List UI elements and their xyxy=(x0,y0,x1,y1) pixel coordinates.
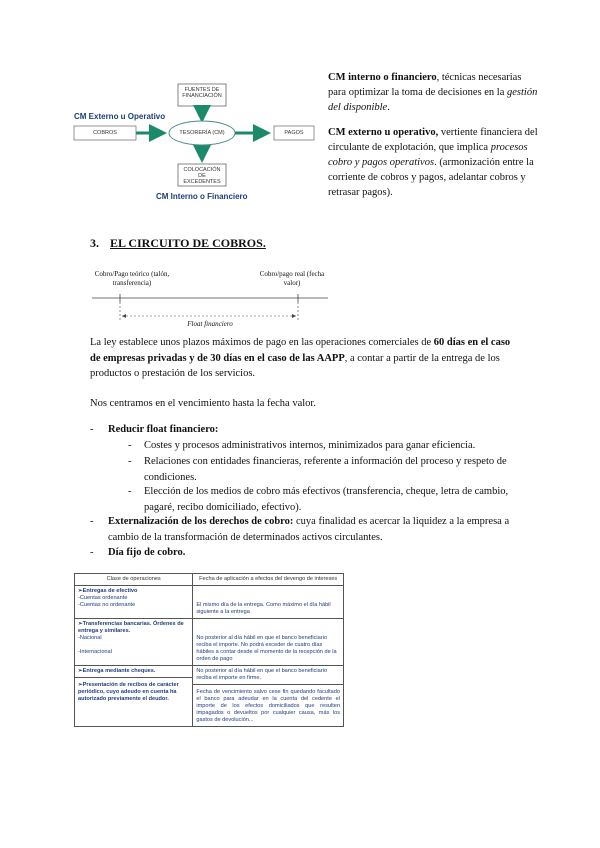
definition-internal xyxy=(328,70,538,115)
bullet-1: - xyxy=(90,424,94,435)
bullet-3-title: Día fijo de cobro. xyxy=(108,547,186,558)
bullet-2-title: Externalización de los derechos de cobro: xyxy=(108,516,294,527)
sub-bullet-2: Relaciones con entidades financieras, referente a información del proceso y respeto de condiciones. xyxy=(144,456,507,483)
bullet-3: - xyxy=(90,547,94,558)
timeline-right-label: Cobro/pago real (fecha valor) xyxy=(259,270,325,287)
table-row xyxy=(75,619,344,666)
definition-external xyxy=(328,125,538,200)
sub-bullet-3-dash: - xyxy=(128,486,132,497)
external-italic: procesos cobro y pagos operativos xyxy=(328,142,528,168)
p1-text-1: La ley establece unos plazos máximos de pago en las operaciones comerciales de xyxy=(90,337,434,348)
table-cell xyxy=(193,619,344,666)
table-header: Clase de operaciones xyxy=(75,574,193,586)
internal-term: CM interno o financiero xyxy=(328,72,437,83)
sub-bullet-3: Elección de los medios de cobro más efectivos (transferencia, cheque, letra de cambio, pagaré, recibo domiciliado, efectivo). xyxy=(144,486,509,513)
p1-bold: 60 días en el caso de empresas privadas y de 30 días en el caso de las AAPP xyxy=(90,337,511,364)
cm-diagram xyxy=(72,80,320,210)
table-row xyxy=(75,586,344,619)
paragraph-focus: Nos centramos en el vencimiento hasta la fecha valor. xyxy=(90,398,316,409)
table-header: Fecha de aplicación a efectos del devengo de intereses xyxy=(193,574,344,586)
section-title: EL CIRCUITO DE COBROS. xyxy=(110,236,266,250)
table-cell xyxy=(75,586,193,619)
definitions xyxy=(328,70,538,210)
paragraph-law xyxy=(90,335,522,382)
cm-diagram-shapes xyxy=(72,80,320,210)
row-line: -Nacional xyxy=(78,635,102,641)
label-internal: CM Interno o Financiero xyxy=(156,192,248,201)
external-term: CM externo u operativo, xyxy=(328,127,439,138)
timeline-center-label: Float financiero xyxy=(187,320,233,328)
row-line: -Cuentas ordenante xyxy=(78,595,128,601)
bullet-2: - xyxy=(90,516,94,527)
bullet-2-body: cuya finalidad es acercar la liquidez a la empresa a cambio de la transformación de determinados activos circulantes. xyxy=(108,516,510,543)
row-spacer xyxy=(78,642,189,649)
sub-bullet-1-dash: - xyxy=(128,440,132,451)
row-title: ➢Transferencias bancarias. Órdenes de entrega y similares. xyxy=(78,621,184,634)
center-label: TESORERÍA (CM) xyxy=(179,130,225,136)
row-title: ➢Presentación de recibos de carácter periódico, cuyo adeudo en cuenta ha autorizado previamente el deudor. xyxy=(78,682,179,702)
bullet-2-text xyxy=(108,514,526,545)
top-box-label: FUENTES DE FINANCIACIÓN xyxy=(182,87,222,99)
label-external: CM Externo u Operativo xyxy=(74,112,166,121)
sub-bullet-2-dash: - xyxy=(128,456,132,467)
row-title: ➢Entrega mediante cheques. xyxy=(75,666,192,678)
row-right: El mismo día de la entrega. Como máximo el día hábil siguiente a la entrega xyxy=(196,602,331,615)
row-right: No posterior al día hábil en que el banco beneficiario reciba el importe en firme. xyxy=(193,666,343,685)
bottom-box-label: COLOCACIÓN DE EXCEDENTES xyxy=(183,167,221,185)
external-text-2: . (armonización entre la corriente de cobros y pagos, adelantar cobros y retrasar pagos). xyxy=(328,157,534,198)
cobros-table xyxy=(74,573,344,727)
float-timeline xyxy=(90,270,330,336)
table-row xyxy=(75,666,344,727)
row-right: No posterior al día hábil en que el banco beneficiario reciba el importe. No podrá exceder de cuatro días hábiles a contar desde el momento de la recepción de la orden de pago xyxy=(196,635,337,662)
row-line: -Internacional xyxy=(78,649,112,655)
p1-text-2: , a contar a partir de la entrega de los productos o prestación de los servicios. xyxy=(90,352,500,379)
table-cell xyxy=(193,666,344,727)
row-title: ➢Entregas de efectivo xyxy=(78,588,138,594)
timeline-lines xyxy=(90,288,330,338)
table-cell xyxy=(75,619,193,666)
section-number: 3. xyxy=(90,236,99,250)
bullet-1-title: Reducir float financiero: xyxy=(108,424,219,435)
timeline-left-label: Cobro/Pago teórico (talón, transferencia) xyxy=(94,270,170,287)
row-line: -Cuentas no ordenante xyxy=(78,602,136,608)
right-box-label: PAGOS xyxy=(284,130,304,136)
external-text-1: vertiente financiera del circulante de explotación, que implica xyxy=(328,127,538,153)
internal-text-2: . xyxy=(387,102,390,113)
sub-bullet-1: Costes y procesos administrativos internos, minimizados para ganar eficiencia. xyxy=(144,440,476,451)
internal-italic: gestión del disponible xyxy=(328,87,538,113)
table-cell xyxy=(193,586,344,619)
row-right: Fecha de vencimiento salvo cese fin quedando facultado el banco para adeudar en la cuenta del cedente el importe de los efectos domiciliados que resulten impagados o devueltos por cualquier causa, más los gastos de devolución... xyxy=(196,689,340,723)
table-header-row xyxy=(75,574,344,586)
table-cell xyxy=(75,666,193,727)
internal-text-1: , técnicas necesarias para optimizar la toma de decisiones en la xyxy=(328,72,522,98)
left-box-label: COBROS xyxy=(93,130,117,136)
section-heading xyxy=(90,236,266,251)
